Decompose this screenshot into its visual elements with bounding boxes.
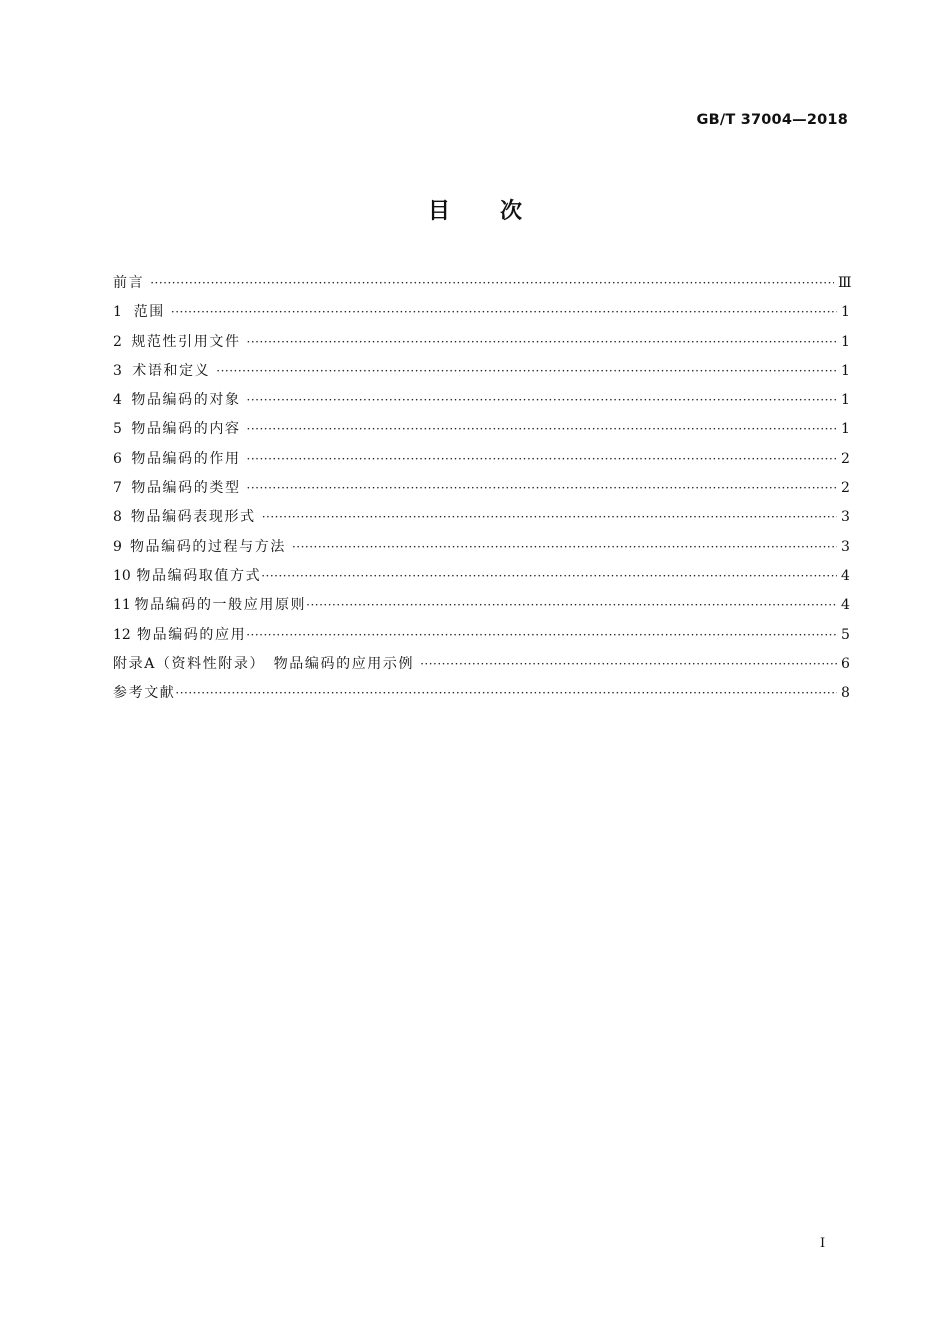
- toc-entry-10[interactable]: [113, 562, 849, 591]
- toc-entry-foreword[interactable]: [113, 269, 852, 298]
- toc-leader-dots: [171, 298, 837, 327]
- toc-entry-number: 2: [113, 333, 122, 350]
- toc-entry-title: 物品编码的作用: [131, 450, 241, 467]
- toc-entry-2[interactable]: [113, 328, 849, 357]
- toc-entry-page: 1: [841, 304, 850, 321]
- toc-entry-title: 规范性引用文件: [131, 333, 241, 350]
- toc-leader-dots: [247, 445, 837, 474]
- toc-entry-page: 3: [841, 538, 850, 555]
- toc-leader-dots: [247, 386, 837, 415]
- toc-leader-dots: [246, 621, 837, 650]
- toc-entry-page: 2: [841, 480, 850, 497]
- page-number: I: [820, 1236, 826, 1251]
- toc-entry-page: 6: [841, 655, 850, 672]
- toc-entry-annex-a[interactable]: [113, 650, 849, 679]
- toc-entry-page: 4: [841, 567, 850, 584]
- toc-entry-page: 2: [841, 450, 850, 467]
- toc-entry-title: 物品编码的对象: [131, 392, 241, 409]
- toc-entry-title: 物品编码取值方式: [136, 567, 262, 584]
- toc-entry-number: 1: [113, 304, 122, 321]
- toc-entry-12[interactable]: [113, 621, 849, 650]
- toc-entry-number: 8: [113, 509, 122, 526]
- toc-entry-title: 物品编码的一般应用原则: [134, 597, 307, 614]
- toc-entry-number: 6: [113, 450, 122, 467]
- toc-entry-5[interactable]: [113, 415, 849, 444]
- toc-entry-number: 4: [113, 392, 122, 409]
- toc-entry-6[interactable]: [113, 445, 849, 474]
- toc-entry-4[interactable]: [113, 386, 849, 415]
- toc-leader-dots: [420, 650, 837, 679]
- toc-entry-page: 3: [841, 509, 850, 526]
- toc-entry-page: 1: [841, 392, 850, 409]
- toc-entry-number: 9: [113, 538, 122, 555]
- toc-leader-dots: [247, 328, 837, 357]
- toc-entry-number: 3: [113, 362, 122, 379]
- toc-entry-number: 11: [113, 597, 131, 614]
- toc-entry-9[interactable]: [113, 533, 849, 562]
- toc-entry-title: 物品编码表现形式: [130, 509, 256, 526]
- toc-leader-dots: [247, 474, 837, 503]
- toc-entry-bibliography[interactable]: [113, 679, 849, 708]
- toc-entry-page: 5: [841, 626, 850, 643]
- toc-leader-dots: [292, 533, 837, 562]
- toc-leader-dots: [262, 503, 837, 532]
- toc-entry-page: 1: [841, 421, 850, 438]
- toc-entry-7[interactable]: [113, 474, 849, 503]
- toc-entry-title: 范围: [133, 304, 165, 321]
- toc-entry-title: 物品编码的过程与方法: [129, 538, 286, 555]
- toc-entry-title: 物品编码的类型: [131, 480, 241, 497]
- toc-leader-dots: [150, 269, 834, 298]
- toc-leader-dots: [216, 357, 837, 386]
- toc-leader-dots: [306, 591, 837, 620]
- toc-entry-page: 4: [841, 597, 850, 614]
- toc-entry-title: 术语和定义: [132, 362, 211, 379]
- toc-entry-number: 12: [113, 626, 131, 643]
- toc-list: [113, 269, 852, 708]
- toc-entry-1[interactable]: [113, 298, 849, 327]
- toc-title: 目次: [427, 199, 572, 224]
- toc-entry-page: Ⅲ: [837, 275, 852, 291]
- toc-entry-page: 8: [841, 685, 850, 702]
- standard-code: GB/T 37004—2018: [696, 112, 848, 128]
- toc-leader-dots: [175, 679, 837, 708]
- toc-entry-number: 10: [113, 567, 131, 584]
- toc-entry-title: 物品编码的内容: [131, 421, 241, 438]
- toc-entry-3[interactable]: [113, 357, 849, 386]
- toc-entry-8[interactable]: [113, 503, 849, 532]
- toc-entry-title: 参考文献: [113, 685, 176, 702]
- toc-entry-number: 7: [113, 480, 122, 497]
- toc-leader-dots: [261, 562, 837, 591]
- toc-entry-page: 1: [841, 333, 850, 350]
- toc-entry-number: 5: [113, 421, 122, 438]
- toc-entry-page: 1: [841, 362, 850, 379]
- toc-entry-title: 前言: [113, 275, 145, 291]
- toc-entry-title: 物品编码的应用: [137, 626, 247, 643]
- toc-entry-11[interactable]: [113, 591, 849, 620]
- toc-leader-dots: [247, 415, 837, 444]
- toc-entry-title: 附录A（资料性附录） 物品编码的应用示例: [113, 655, 415, 672]
